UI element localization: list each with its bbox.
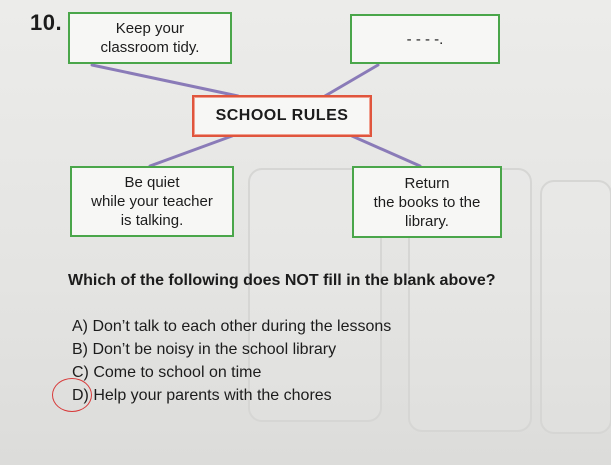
option-a[interactable]: A) Don’t talk to each other during the lessons	[72, 318, 392, 335]
rule-box-bottom-left: Be quiet while your teacher is talking.	[70, 166, 234, 237]
selected-answer-circle-mark	[52, 378, 92, 412]
connector-top-right	[325, 65, 378, 96]
question-text: Which of the following does NOT fill in the blank above?	[68, 272, 496, 289]
connector-top-left	[92, 65, 238, 96]
center-box-school-rules: SCHOOL RULES	[192, 95, 372, 137]
rule-box-top-right-blank: - - - -.	[350, 14, 500, 64]
rule-box-bottom-right: Return the books to the library.	[352, 166, 502, 238]
connector-bottom-left	[150, 136, 232, 166]
connector-bottom-right	[352, 136, 420, 166]
option-c[interactable]: C) Come to school on time	[72, 364, 262, 381]
option-b[interactable]: B) Don’t be noisy in the school library	[72, 341, 337, 358]
option-d[interactable]: D) Help your parents with the chores	[72, 387, 332, 404]
rule-box-top-left: Keep your classroom tidy.	[68, 12, 232, 64]
question-number: 10.	[30, 10, 63, 35]
